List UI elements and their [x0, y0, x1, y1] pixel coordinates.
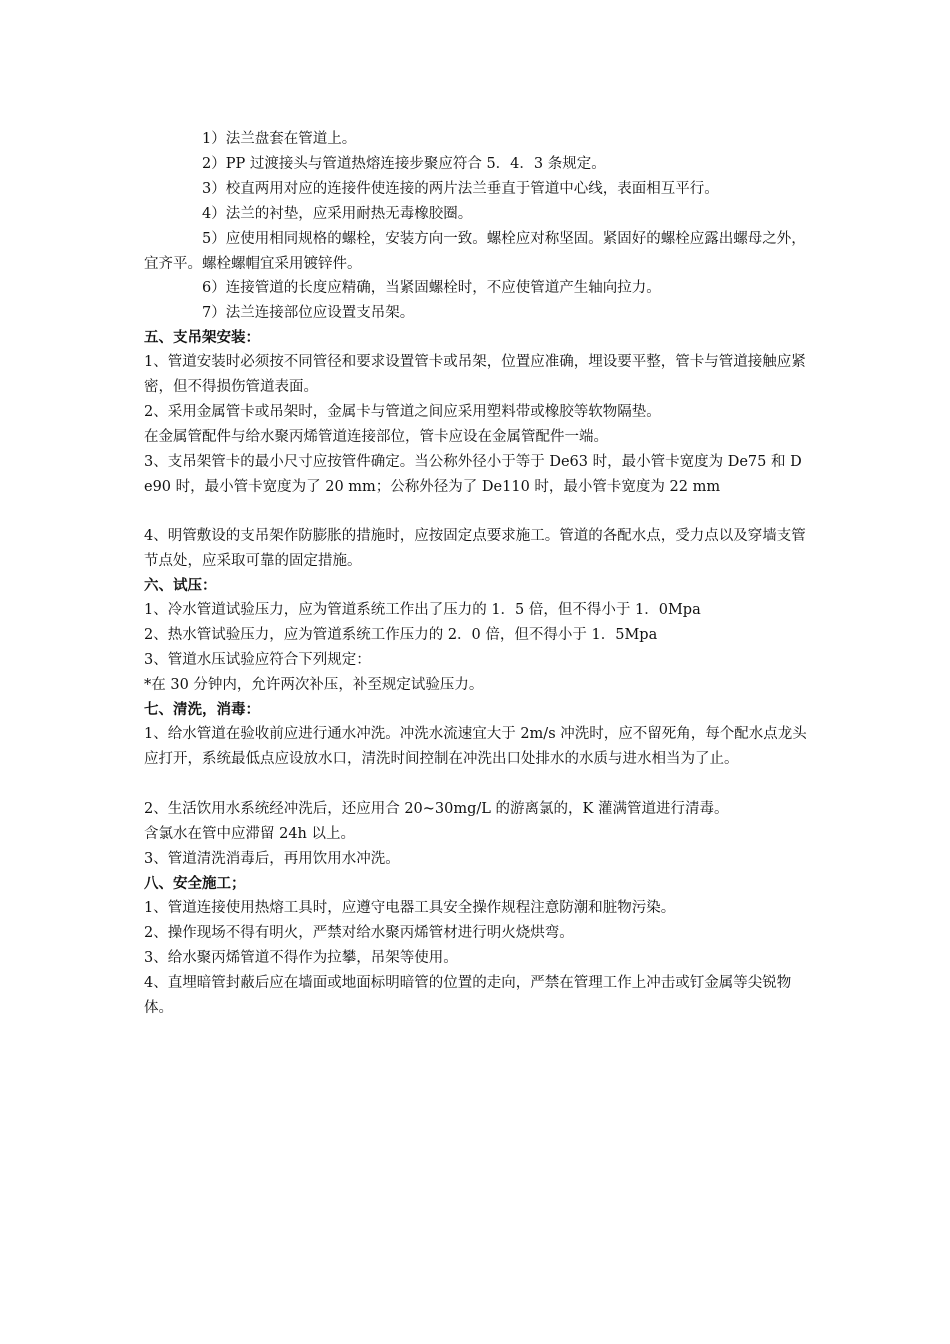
flange-step-7: 7）法兰连接部位应设置支吊架。: [202, 305, 415, 321]
section-6-heading: 六、试压：: [144, 578, 217, 594]
section-5-heading: 五、支吊架安装：: [144, 330, 260, 346]
section-7-item-1: 1、给水管道在验收前应进行通水冲洗。冲洗水流速宜大于 2m/s 冲洗时，应不留死角，每个配水点龙头应打开，系统最低点应设放水口，清洗时间控制在冲洗出口处排水的水质与进水相当为了止。: [144, 726, 807, 767]
section-7-item-2b: 含氯水在管中应滞留 24h 以上。: [144, 826, 356, 842]
section-8-item-4: 4、直埋暗管封蔽后应在墙面或地面标明暗管的位置的走向，严禁在管理工作上冲击或钉金属等尖锐物体。: [144, 975, 792, 1016]
section-7-heading: 七、清洗，消毒：: [144, 702, 260, 718]
section-8-item-1: 1、管道连接使用热熔工具时，应遵守电器工具安全操作规程注意防潮和脏物污染。: [144, 900, 676, 916]
section-8-item-2: 2、操作现场不得有明火，严禁对给水聚丙烯管材进行明火烧烘弯。: [144, 925, 574, 941]
section-8-item-3: 3、给水聚丙烯管道不得作为拉攀，吊架等使用。: [144, 950, 458, 966]
section-6-item-4: *在 30 分钟内，允许两次补压，补至规定试验压力。: [144, 677, 484, 693]
section-5-item-2: 2、采用金属管卡或吊架时，金属卡与管道之间应采用塑料带或橡胶等软物隔垫。: [144, 404, 661, 420]
flange-step-3: 3）校直两用对应的连接件使连接的两片法兰垂直于管道中心线，表面相互平行。: [202, 181, 719, 197]
section-7-item-2: 2、生活饮用水系统经冲洗后，还应用合 20~30mg/L 的游离氯的，K 灌满管道进行清毒。: [144, 801, 729, 817]
section-6-item-1: 1、冷水管道试验压力，应为管道系统工作出了压力的 1．5 倍，但不得小于 1．0Mpa: [144, 602, 701, 618]
flange-step-1: 1）法兰盘套在管道上。: [202, 131, 357, 147]
flange-step-2: 2）PP 过渡接头与管道热熔连接步聚应符合 5．4．3 条规定。: [202, 156, 606, 172]
section-6-item-3: 3、管道水压试验应符合下列规定：: [144, 652, 371, 668]
section-5-item-4: 4、明管敷设的支吊架作防膨胀的措施时，应按固定点要求施工。管道的各配水点，受力点以及穿墙支管节点处，应采取可靠的固定措施。: [144, 528, 806, 569]
section-5-item-2b: 在金属管配件与给水聚丙烯管道连接部位，管卡应设在金属管配件一端。: [144, 429, 608, 445]
section-5-item-1: 1、管道安装时必须按不同管径和要求设置管卡或吊架，位置应准确，埋设要平整，管卡与管道接触应紧密，但不得损伤管道表面。: [144, 354, 806, 395]
section-8-heading: 八、安全施工；: [144, 876, 246, 892]
flange-step-6: 6）连接管道的长度应精确，当紧固螺栓时，不应使管道产生轴向拉力。: [202, 280, 661, 296]
section-5-item-3: 3、支吊架管卡的最小尺寸应按管件确定。当公称外径小于等于 De63 时，最小管卡宽度为 De75 和 De90 时，最小管卡宽度为了 20 mm；公称外径为了 De110 时，最小管卡宽度为 22 mm: [144, 454, 802, 495]
section-7-item-3: 3、管道清洗消毒后，再用饮用水冲洗。: [144, 851, 400, 867]
flange-step-5: 5）应使用相同规格的螺栓，安装方向一致。螺栓应对称坚固。紧固好的螺栓应露出螺母之外，宜齐平。螺栓螺帽宜采用镀锌件。: [144, 231, 806, 272]
section-6-item-2: 2、热水管试验压力，应为管道系统工作压力的 2．0 倍，但不得小于 1．5Mpa: [144, 627, 658, 643]
flange-step-4: 4）法兰的衬垫，应采用耐热无毒橡胶圈。: [202, 206, 473, 222]
